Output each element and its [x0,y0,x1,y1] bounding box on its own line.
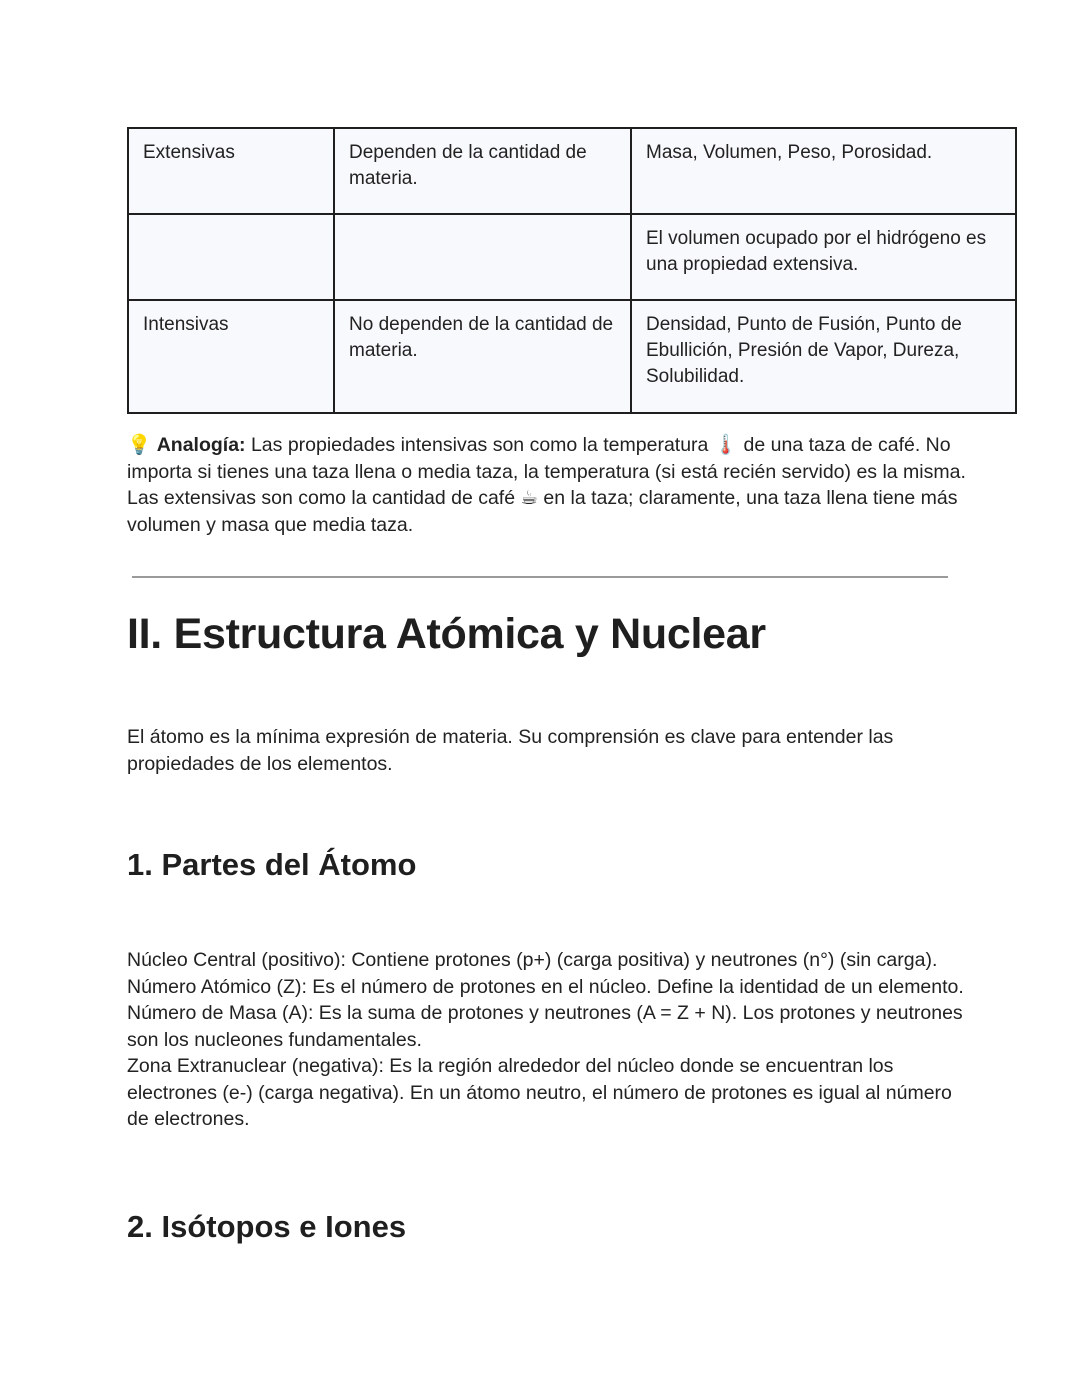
subsection-heading-parts: 1. Partes del Átomo [127,847,417,882]
analogy-text: Las propiedades intensivas son como la temperatura [245,434,714,456]
subsection-heading-isotopes: 2. Isótopos e Iones [127,1209,407,1244]
analogy-text: de una taza de café. No importa si tienes una taza llena o media taza, la temperatura (si está recién servido) es la misma. Las extensivas son como la cantidad de café [127,434,966,509]
table-cell-definition: No dependen de la cantidad de materia. [334,300,631,413]
table-cell-definition: Dependen de la cantidad de materia. [334,128,631,214]
table-cell-definition [334,214,631,300]
atom-part-line: Número Atómico (Z): Es el número de protones en el núcleo. Define la identidad de un elemento. [127,975,964,998]
section-heading: II. Estructura Atómica y Nuclear [127,610,766,658]
coffee-icon: ☕ [520,486,538,509]
properties-table [127,127,1017,414]
atom-parts-list [127,947,967,1133]
analogy-text: en la taza; claramente, una taza llena tiene más volumen y masa que media taza. [127,487,958,536]
table-row [128,300,1016,413]
table-row [128,214,1016,300]
table-cell-examples: El volumen ocupado por el hidrógeno es una propiedad extensiva. [631,214,1016,300]
atom-part-line: Núcleo Central (positivo): Contiene protones (p+) (carga positiva) y neutrones (n°) (sin carga). [127,949,938,971]
table-cell-type: Intensivas [128,300,334,413]
table-cell-examples: Masa, Volumen, Peso, Porosidad. [631,128,1016,214]
analogy-paragraph [127,432,967,538]
table-cell-type: Extensivas [128,128,334,214]
horizontal-divider [132,576,948,578]
lightbulb-icon: 💡 [127,433,152,456]
table-row [128,128,1016,214]
atom-part-line: Zona Extranuclear (negativa): Es la región alrededor del núcleo donde se encuentran los electrones (e-) (carga negativa). En un átomo neutro, el número de protones es igual al número de electrones. [127,1055,952,1130]
section-intro: El átomo es la mínima expresión de materia. Su comprensión es clave para entender las propiedades de los elementos. [127,726,894,775]
thermometer-icon: 🌡️ [713,433,739,456]
analogy-label: Analogía: [156,434,246,456]
table-cell-type [128,214,334,300]
table-cell-examples: Densidad, Punto de Fusión, Punto de Ebullición, Presión de Vapor, Dureza, Solubilidad. [631,300,1016,413]
atom-part-line: Número de Masa (A): Es la suma de protones y neutrones (A = Z + N). Los protones y neutrones son los nucleones fundamentales. [127,1002,963,1051]
